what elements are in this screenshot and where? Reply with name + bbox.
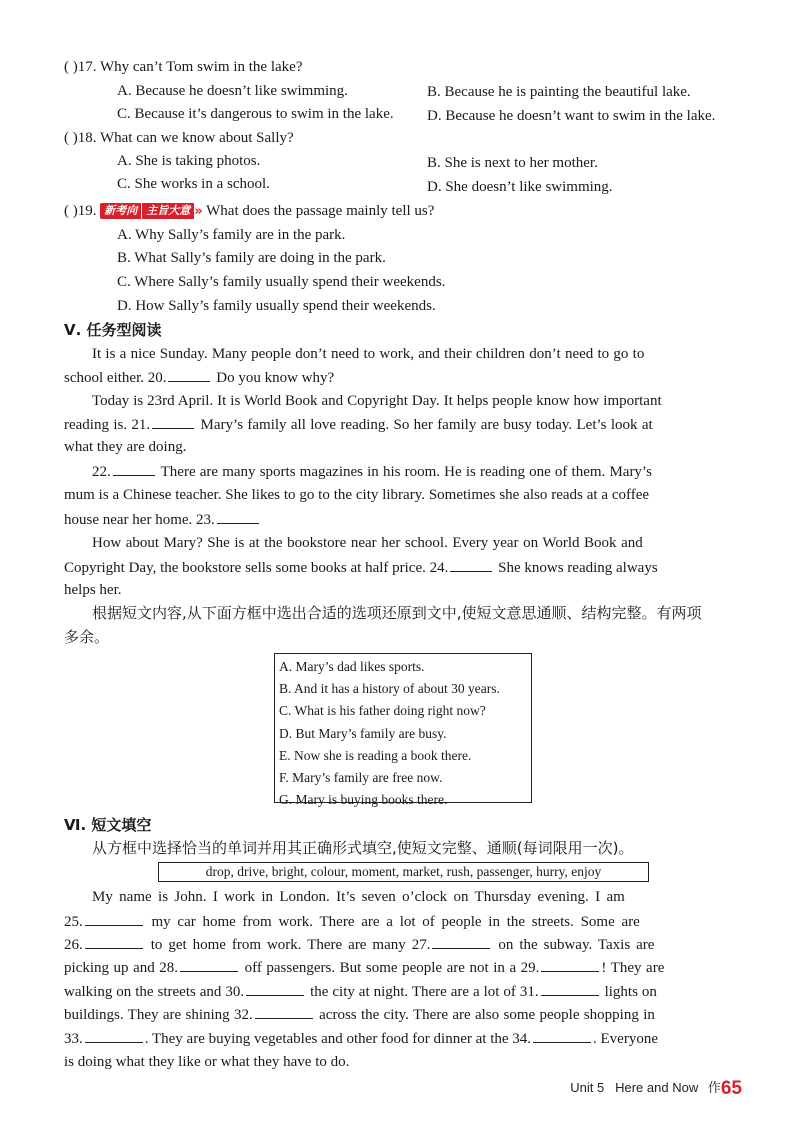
option-a: A. Mary’s dad likes sports. [279, 659, 425, 674]
s5-p3-text-b: There are many sports magazines in his room. He is reading one of them. Mary’s [160, 464, 652, 480]
options-box [274, 653, 532, 808]
q18-option-a: A. She is taking photos. [117, 153, 261, 169]
s5-p1-text-b: Do you know why? [216, 370, 335, 386]
section-5-title: Ⅴ. 任务型阅读 [64, 321, 162, 339]
s6-l6-text-a: buildings. They are shining 32. [64, 1007, 253, 1023]
s6-l3-text-a: 26. [64, 937, 83, 953]
s6-l7-text-a: 33. [64, 1031, 83, 1047]
answer-blank-28[interactable] [180, 957, 238, 972]
s5-p1-text-a: school either. 20. [64, 370, 167, 386]
s6-l4-text-b: off passengers. But some people are not in a 29. [244, 960, 540, 976]
answer-blank-24[interactable] [450, 557, 492, 572]
s5-p3-line2: mum is a Chinese teacher. She likes to go to the city library. Sometimes she also reads at a coffee [64, 487, 650, 503]
option-g: G. Mary is buying books there. [279, 792, 448, 808]
answer-blank-26[interactable] [85, 934, 143, 949]
question-18: ( )18. What can we know about Sally? [64, 130, 294, 146]
s6-l2-text-b: my car home from work. There are a lot of people in the streets. Some are [151, 914, 640, 930]
s6-line7 [64, 1028, 658, 1049]
s5-p1-line2 [64, 367, 334, 388]
q19-option-d: D. How Sally’s family usually spend their weekends. [117, 298, 436, 314]
s6-l4-text-c: ! They are [601, 960, 665, 976]
main-idea-tag: 主旨大意 [142, 203, 194, 219]
s5-instruction-line2: 多余。 [64, 628, 110, 646]
q17-option-d: D. Because he doesn’t want to swim in the lake. [427, 108, 716, 124]
answer-blank-30[interactable] [246, 981, 304, 996]
q17-option-b: B. Because he is painting the beautiful lake. [427, 84, 691, 100]
footer-zuo: 作 [707, 1081, 721, 1096]
answer-blank-32[interactable] [255, 1004, 313, 1019]
s6-line6 [64, 1004, 655, 1025]
s5-p2-line2 [64, 414, 653, 435]
answer-blank-20[interactable] [168, 367, 210, 382]
q19-option-b: B. What Sally’s family are doing in the park. [117, 250, 386, 266]
q19-option-a: A. Why Sally’s family are in the park. [117, 227, 346, 243]
option-d: D. But Mary’s family are busy. [279, 725, 447, 741]
s6-line2 [64, 911, 640, 932]
option-b: B. And it has a history of about 30 years. [279, 681, 500, 697]
s5-instruction-line1: 根据短文内容,从下面方框中选出合适的选项还原到文中,使短文意思通顺、结构完整。有两项 [92, 604, 702, 622]
answer-blank-23[interactable] [217, 509, 259, 524]
s6-l3-text-c: on the subway. Taxis are [498, 937, 655, 953]
answer-blank-34[interactable] [533, 1028, 591, 1043]
q19-prefix: ( )19. [64, 203, 97, 219]
q18-option-d: D. She doesn’t like swimming. [427, 179, 613, 195]
q17-option-c: C. Because it’s dangerous to swim in the lake. [117, 106, 394, 122]
s5-p2-text-b: Mary’s family all love reading. So her family are busy today. Let’s look at [200, 417, 653, 433]
question-17: ( )17. Why can’t Tom swim in the lake? [64, 59, 303, 75]
s5-p3-line3 [64, 509, 261, 530]
option-c: C. What is his father doing right now? [279, 703, 486, 719]
s6-line4 [64, 957, 664, 978]
s5-p3-text-c: house near her home. 23. [64, 512, 215, 528]
section-6-title: Ⅵ. 短文填空 [64, 816, 152, 834]
s5-p2-text-a: reading is. 21. [64, 417, 151, 433]
s5-p1-line1: It is a nice Sunday. Many people don’t need to work, and their children don’t need to go to [92, 346, 645, 362]
q18-option-b: B. She is next to her mother. [427, 155, 598, 171]
s5-p2-line3: what they are doing. [64, 439, 187, 455]
s6-l4-text-a: picking up and 28. [64, 960, 179, 976]
answer-blank-22[interactable] [113, 461, 155, 476]
s5-p4-text-b: She knows reading always [498, 560, 658, 576]
answer-blank-27[interactable] [432, 934, 490, 949]
s6-l5-text-b: the city at night. There are a lot of 31. [310, 984, 539, 1000]
s6-l2-text-a: 25. [64, 914, 83, 930]
q17-option-a: A. Because he doesn’t like swimming. [117, 83, 348, 99]
s6-line5 [64, 981, 657, 1002]
footer-title: Here and Now [615, 1080, 699, 1095]
double-chevron-right-icon: » [194, 204, 203, 219]
answer-blank-29[interactable] [541, 957, 599, 972]
q18-option-c: C. She works in a school. [117, 176, 270, 192]
s5-p3-line1 [92, 461, 652, 482]
s6-l7-text-b: . They are buying vegetables and other food for dinner at the 34. [144, 1031, 532, 1047]
s6-l5-text-a: walking on the streets and 30. [64, 984, 245, 1000]
footer-unit: Unit 5 [570, 1080, 605, 1095]
answer-blank-25[interactable] [85, 911, 143, 926]
s6-line1: My name is John. I work in London. It’s seven o’clock on Thursday evening. I am [92, 889, 625, 905]
question-19 [64, 201, 434, 222]
q19-question: What does the passage mainly tell us? [206, 203, 435, 219]
page-footer [570, 1077, 742, 1100]
s5-p3-text-a: 22. [92, 464, 111, 480]
s6-l7-text-c: . Everyone [593, 1031, 658, 1047]
option-e: E. Now she is reading a book there. [279, 747, 472, 763]
s5-p4-line2 [64, 557, 658, 578]
option-f: F. Mary’s family are free now. [279, 770, 443, 786]
s6-l5-text-c: lights on [604, 984, 657, 1000]
s5-p4-line1: How about Mary? She is at the bookstore near her school. Every year on World Book and [92, 535, 643, 551]
answer-blank-31[interactable] [541, 981, 599, 996]
new-trend-tag: 新考向 [100, 203, 141, 219]
answer-blank-33[interactable] [85, 1028, 143, 1043]
s6-instruction: 从方框中选择恰当的单词并用其正确形式填空,使短文完整、通顺(每词限用一次)。 [92, 839, 634, 857]
page-number: 65 [720, 1078, 742, 1099]
s6-l3-text-b: to get home from work. There are many 27. [150, 937, 431, 953]
s6-line3 [64, 934, 654, 955]
s5-p4-line3: helps her. [64, 582, 122, 598]
q19-option-c: C. Where Sally’s family usually spend their weekends. [117, 274, 446, 290]
word-bank-box: drop, drive, bright, colour, moment, market, rush, passenger, hurry, enjoy [158, 862, 649, 882]
s6-l6-text-b: across the city. There are also some people shopping in [319, 1007, 655, 1023]
s6-line8: is doing what they like or what they have to do. [64, 1054, 350, 1070]
s5-p4-text-a: Copyright Day, the bookstore sells some books at half price. 24. [64, 560, 449, 576]
s5-p2-line1: Today is 23rd April. It is World Book and Copyright Day. It helps people know how important [92, 393, 662, 409]
answer-blank-21[interactable] [152, 414, 194, 429]
